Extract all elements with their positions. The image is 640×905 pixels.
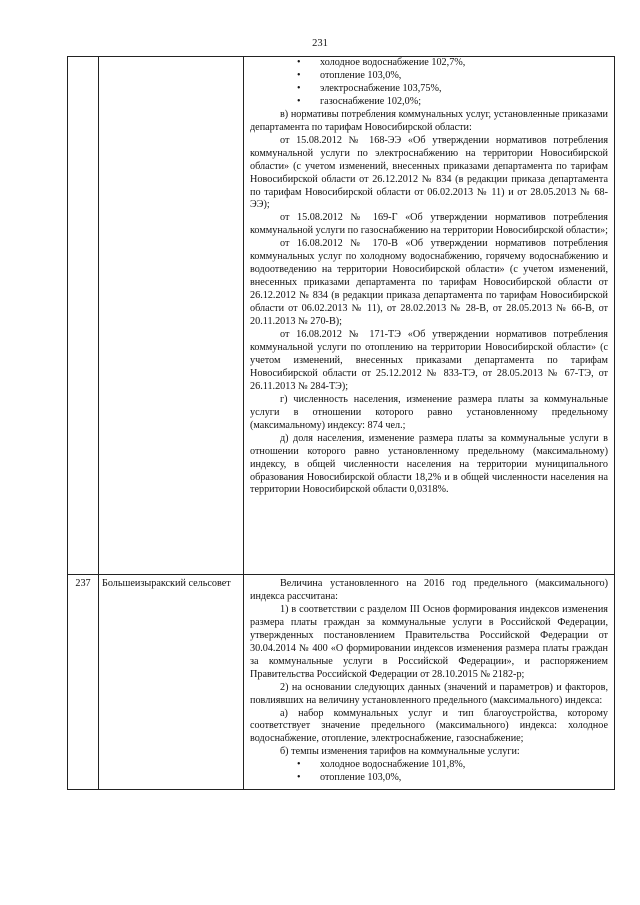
paragraph: д) доля населения, изменение размера платы за коммунальные услуги в отношении которого равно установленному предельному (максимальному) индексу, в общей численности населения на территории муниципального образования Новосибирской области 18,2% и в общей численности населения на территории Новосибирской области 0,0318%.: [250, 432, 608, 496]
municipality-name-cell: [99, 57, 244, 575]
list-item: • холодное водоснабжение 102,7%,: [250, 57, 608, 70]
tariff-bullet-list: [250, 759, 608, 785]
page-number: 231: [312, 38, 328, 49]
paragraph: от 16.08.2012 № 170-В «Об утверждении нормативов потребления коммунальных услуг по холодному водоснабжению, горячему водоснабжению и водоотведению на территории Новосибирской области» (с учетом изменений, внесенных приказами департамента по тарифам Новосибирской области от 26.12.2012 № 834 (в редакции приказа департамента по тарифам Новосибирской области от 06.02.2013 № 11), от 28.02.2013 № 28-В, от 28.05.2013 № 66-В, от 20.11.2013 № 270-В);: [250, 238, 608, 328]
table-row: [68, 575, 615, 790]
list-item: • отопление 103,0%,: [250, 70, 608, 83]
list-item: • холодное водоснабжение 101,8%,: [250, 759, 608, 772]
table-row: [68, 57, 615, 575]
paragraph: 2) на основании следующих данных (значений и параметров) и факторов, повлиявших на величину установленного предельного (максимального) индекса:: [250, 681, 608, 706]
paragraph: от 16.08.2012 № 171-ТЭ «Об утверждении нормативов потребления коммунальной услуги по отоплению на территории Новосибирской области» (с учетом изменений, внесенных приказами департамента по тарифам Новосибирской области от 25.12.2012 № 833-ТЭ, от 28.05.2013 № 67-ТЭ, от 26.11.2013 № 284-ТЭ);: [250, 329, 608, 392]
list-item: • газоснабжение 102,0%;: [250, 96, 608, 109]
paragraph: б) темпы изменения тарифов на коммунальные услуги:: [280, 746, 520, 758]
row-number-cell: [68, 57, 99, 575]
municipality-name-cell: Большеизыракский сельсовет: [99, 575, 244, 790]
list-item: • электроснабжение 103,75%,: [250, 83, 608, 96]
document-table: [67, 56, 615, 790]
description-cell: [244, 575, 615, 790]
paragraph: г) численность населения, изменение размера платы за коммунальные услуги в отношении которого равно установленному предельному (максимальному) индексу: 874 чел.;: [250, 393, 608, 431]
paragraph: 1) в соответствии с разделом III Основ формирования индексов изменения размера платы граждан за коммунальные услуги в Российской Федерации, утвержденных постановлением Правительства Российской Федерации от 30.04.2014 № 400 «О формировании индексов изменения размера платы граждан за коммунальные услуги в Российской Федерации», и распоряжением Правительства Российской Федерации от 28.10.2015 № 2182-р;: [250, 603, 608, 680]
paragraph: от 15.08.2012 № 169-Г «Об утверждении нормативов потребления коммунальной услуги по газоснабжению на территории Новосибирской области»;: [250, 212, 608, 237]
row-number-cell: 237: [68, 575, 99, 790]
list-item: • отопление 103,0%,: [250, 772, 608, 785]
paragraph: в) нормативы потребления коммунальных услуг, установленные приказами департамента по тарифам Новосибирской области:: [250, 108, 608, 133]
paragraph: а) набор коммунальных услуг и тип благоустройства, которому соответствует значение предельного (максимального) индекса: холодное водоснабжение, отопление, электроснабжение, газоснабжение;: [250, 707, 608, 745]
paragraph: Величина установленного на 2016 год предельного (максимального) индекса рассчитана:: [250, 578, 608, 602]
description-cell: [244, 57, 615, 575]
paragraph: от 15.08.2012 № 168-ЭЭ «Об утверждении нормативов потребления коммунальной услуги по электроснабжению на территории Новосибирской области» (с учетом изменений, внесенных приказами департамента по тарифам Новосибирской области от 26.12.2012 № 834 (в редакции приказа департамента по тарифам Новосибирской области от 06.02.2013 № 11) и от 28.05.2013 № 68-ЭЭ);: [250, 134, 608, 211]
tariff-bullet-list: [250, 57, 608, 109]
